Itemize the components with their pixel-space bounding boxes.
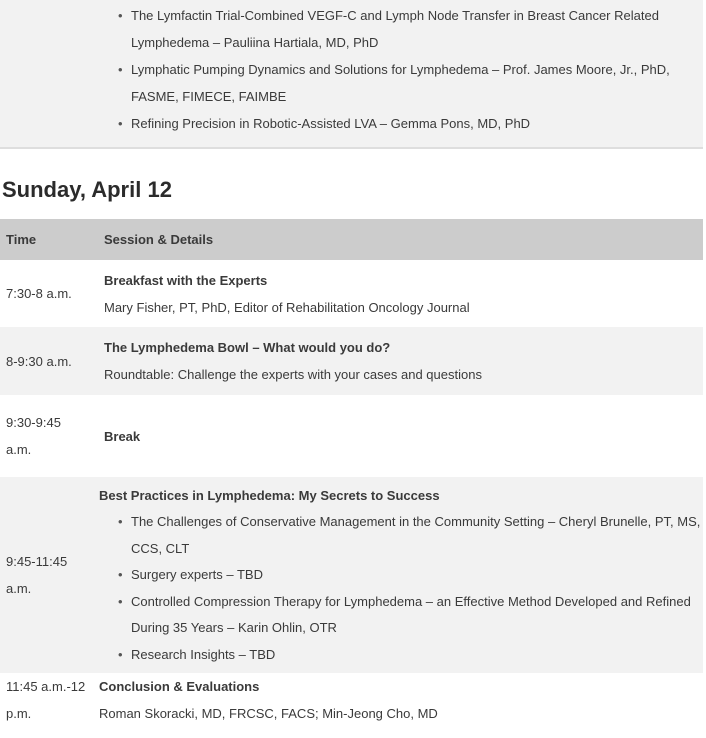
session-detail: Roman Skoracki, MD, FRCSC, FACS; Min-Jeong Cho, MD bbox=[99, 706, 438, 721]
table-header-row bbox=[0, 219, 703, 260]
list-item: • Lymphatic Pumping Dynamics and Solutions for Lymphedema – Prof. James Moore, Jr., PhD, FASME, FIMECE, FAIMBE bbox=[131, 56, 689, 110]
list-item: • The Lymfactin Trial-Combined VEGF-C and Lymph Node Transfer in Breast Cancer Related Lymphedema – Pauliina Hartiala, MD, PhD bbox=[131, 2, 689, 56]
previous-session-panel bbox=[0, 0, 703, 149]
session-title: Conclusion & Evaluations bbox=[99, 679, 260, 694]
previous-session-list bbox=[0, 0, 703, 137]
list-item: • Surgery experts – TBD bbox=[131, 562, 703, 589]
schedule-table bbox=[0, 219, 703, 735]
list-item: • The Challenges of Conservative Management in the Community Setting – Cheryl Brunelle, PT, MS, CCS, CLT bbox=[131, 509, 703, 562]
row-time: 9:45-11:45 a.m. bbox=[6, 554, 68, 596]
list-item: • Controlled Compression Therapy for Lymphedema – an Effective Method Developed and Refined During 35 Years – Karin Ohlin, OTR bbox=[131, 589, 703, 642]
table-row bbox=[0, 477, 703, 673]
session-detail: Mary Fisher, PT, PhD, Editor of Rehabilitation Oncology Journal bbox=[104, 299, 470, 315]
session-title: Break bbox=[104, 428, 141, 444]
table-row bbox=[0, 327, 703, 395]
session-detail: Roundtable: Challenge the experts with your cases and questions bbox=[104, 367, 482, 382]
row-time: 7:30-8 a.m. bbox=[6, 286, 72, 301]
day-heading: Sunday, April 12 bbox=[2, 177, 172, 202]
column-header-time: Time bbox=[0, 219, 98, 260]
row-time: 8-9:30 a.m. bbox=[6, 353, 72, 369]
list-item: • Refining Precision in Robotic-Assisted LVA – Gemma Pons, MD, PhD bbox=[131, 110, 689, 137]
column-header-session: Session & Details bbox=[98, 219, 703, 260]
table-row bbox=[0, 260, 703, 327]
session-item-list bbox=[99, 509, 703, 668]
list-item: • Research Insights – TBD bbox=[131, 642, 703, 669]
session-title: Best Practices in Lymphedema: My Secrets to Success bbox=[99, 488, 440, 503]
row-time: 11:45 a.m.-12 p.m. bbox=[6, 679, 86, 721]
table-row bbox=[0, 673, 703, 735]
table-row bbox=[0, 395, 703, 477]
row-time: 9:30-9:45 a.m. bbox=[6, 415, 61, 457]
session-title: The Lymphedema Bowl – What would you do? bbox=[104, 340, 391, 355]
session-title: Breakfast with the Experts bbox=[104, 272, 268, 288]
